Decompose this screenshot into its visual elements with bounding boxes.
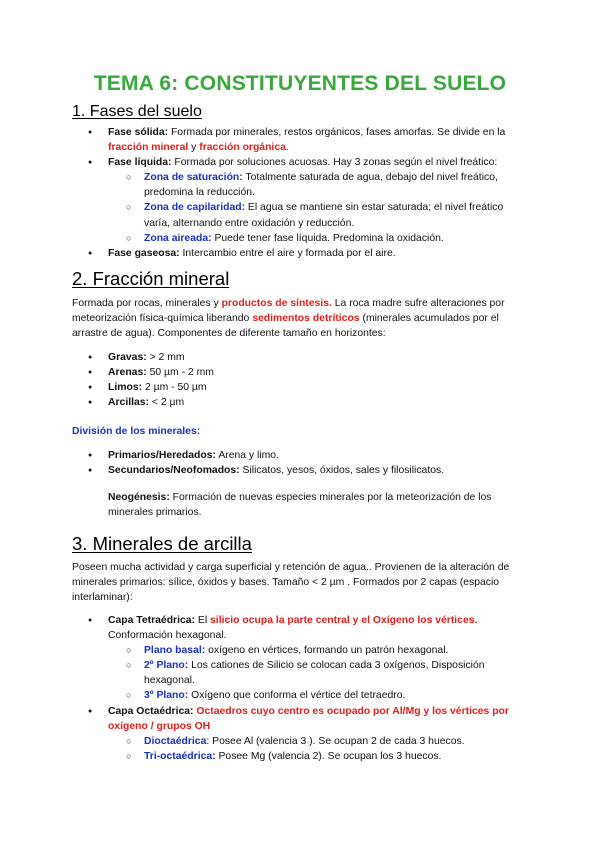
highlight-blue: Dioctaédrica [144,735,207,747]
section-3-heading: 3. Minerales de arcilla [72,533,252,554]
list-item [108,200,532,230]
item-label: Capa Tetraédrica: [108,615,196,626]
item-label: Gravas: [108,352,147,363]
item-text: Puede tener fase líquida. Predomina la oxidación. [211,232,444,244]
item-text: Arena y limo. [216,450,279,461]
list-item [72,448,532,463]
list-item [72,463,532,478]
division-heading: División de los minerales: [72,426,201,437]
highlight-blue: Zona aireada: [144,232,212,244]
item-text: El [195,615,211,626]
highlight-red: fracción mineral [108,142,189,154]
zones-list [108,170,532,245]
item-label: Fase líquida: [108,157,172,169]
octa-types-list [108,734,532,764]
paragraph-text: Formada por rocas, minerales y [72,298,222,309]
list-item [72,155,532,246]
item-text: > 2 mm [146,352,185,363]
item-text: Formación de nuevas especies minerales por la meteorización de los minerales primarios. [108,492,492,519]
list-item [108,170,532,200]
item-text: Formada por minerales, restos orgánicos, fases amorfas. Se divide en la [168,127,506,138]
highlight-red: silicio ocupa la parte central y el Oxígeno los vértices. [210,615,478,626]
list-item [72,380,532,395]
division-list-block [72,448,532,478]
list-item [108,734,532,749]
item-text: Conformación hexagonal. [108,630,227,642]
section-2-body [72,296,532,341]
item-text: Los cationes de Silicio se colocan cada 3 oxígenos, Disposición hexagonal. [144,660,485,687]
item-text: y [188,142,200,154]
item-text: : Posee Al (valencia 3 ). Se ocupan 2 de cada 3 huecos. [206,735,465,747]
item-text: oxígeno en vértices, formando un patrón hexagonal. [205,645,449,657]
highlight-blue: Tri-octaédrica: [144,750,216,762]
neogenesis-note [72,490,532,520]
item-text: Silicatos, yesos, óxidos, sales y filosilicatos. [239,465,445,477]
highlight-red: productos de síntesis. [221,298,332,309]
paragraph-text: La roca madre sufre alteraciones por meteorización física-química liberando [72,298,505,325]
item-text: Oxígeno que conforma el vértice del tetraedro. [188,690,406,702]
layers-list [72,613,532,764]
list-item [108,643,532,658]
section-1-heading: 1. Fases del suelo [72,103,202,120]
highlight-red: Octaedros cuyo centro es ocupado por Al/Mg y los vértices por oxígeno / grupos OH [108,705,509,732]
list-item [108,688,532,703]
item-text: . [285,142,289,154]
list-item [108,749,532,764]
item-label: Primarios/Heredados: [108,450,216,461]
list-item [72,704,532,764]
highlight-blue: Zona de saturación: [144,172,243,184]
section-1-body [72,125,532,261]
neogenesis-block [72,490,532,520]
list-item [72,350,532,365]
item-label: Secundarios/Neofomados: [108,465,240,477]
phases-list [72,125,532,261]
sizes-block [72,350,532,410]
item-text: Formada por soluciones acuosas. Hay 3 zonas según el nivel freático: [171,157,498,169]
item-label: Arcillas: [108,397,150,409]
item-text: Intercambio entre el aire y formada por el aire. [179,247,396,259]
page-title: TEMA 6: CONSTITUYENTES DEL SUELO [93,72,507,95]
item-label: Fase gaseosa: [108,247,180,259]
item-label: Capa Octaédrica: [108,705,194,717]
section-3-body [72,613,532,764]
highlight-red: fracción orgánica [199,142,286,154]
list-item [108,658,532,688]
highlight-blue: Plano basal: [144,645,206,657]
list-item [72,395,532,410]
tetra-planes-list [108,643,532,703]
item-text: < 2 µm [149,397,185,409]
item-label: Arenas: [108,367,147,379]
paragraph: Poseen mucha actividad y carga superficial y retención de agua.. Provienen de la alteración de minerales primarios: sílice, óxidos y bases. Tamaño < 2 µm . Formados por 2 capas (espacio interlaminar): [72,562,510,604]
division-block [72,424,532,439]
highlight-blue: 2º Plano: [144,660,189,672]
highlight-red: sedimentos detríticos [252,313,360,325]
item-text: 50 µm - 2 mm [146,367,214,379]
highlight-blue: Zona de capilaridad: [144,202,246,214]
item-text: Posee Mg (valencia 2). Se ocupan los 3 huecos. [215,750,442,762]
section-3-intro [72,560,532,605]
item-text: El agua se mantiene sin estar saturada; el nivel freático varía, alternando entre oxidación y reducción. [144,202,504,229]
item-label: Fase sólida: [108,127,169,138]
item-text: Totalmente saturada de agua, debajo del nivel freático, predomina la reducción. [144,172,498,199]
list-item [72,613,532,704]
highlight-blue: 3º Plano: [144,690,189,702]
item-label: Limos: [108,382,143,394]
list-item [72,125,532,155]
division-list [72,448,532,478]
list-item [72,365,532,380]
paragraph-text: (minerales acumulados por el arrastre de agua). Componentes de diferente tamaño en horizontes: [72,313,499,340]
sizes-list [72,350,532,410]
item-text: 2 µm - 50 µm [142,382,207,394]
list-item [72,246,532,261]
list-item [108,231,532,246]
item-label: Neogénesis: [108,492,170,503]
paragraph [72,296,532,341]
section-2-heading: 2. Fracción mineral [72,268,230,289]
